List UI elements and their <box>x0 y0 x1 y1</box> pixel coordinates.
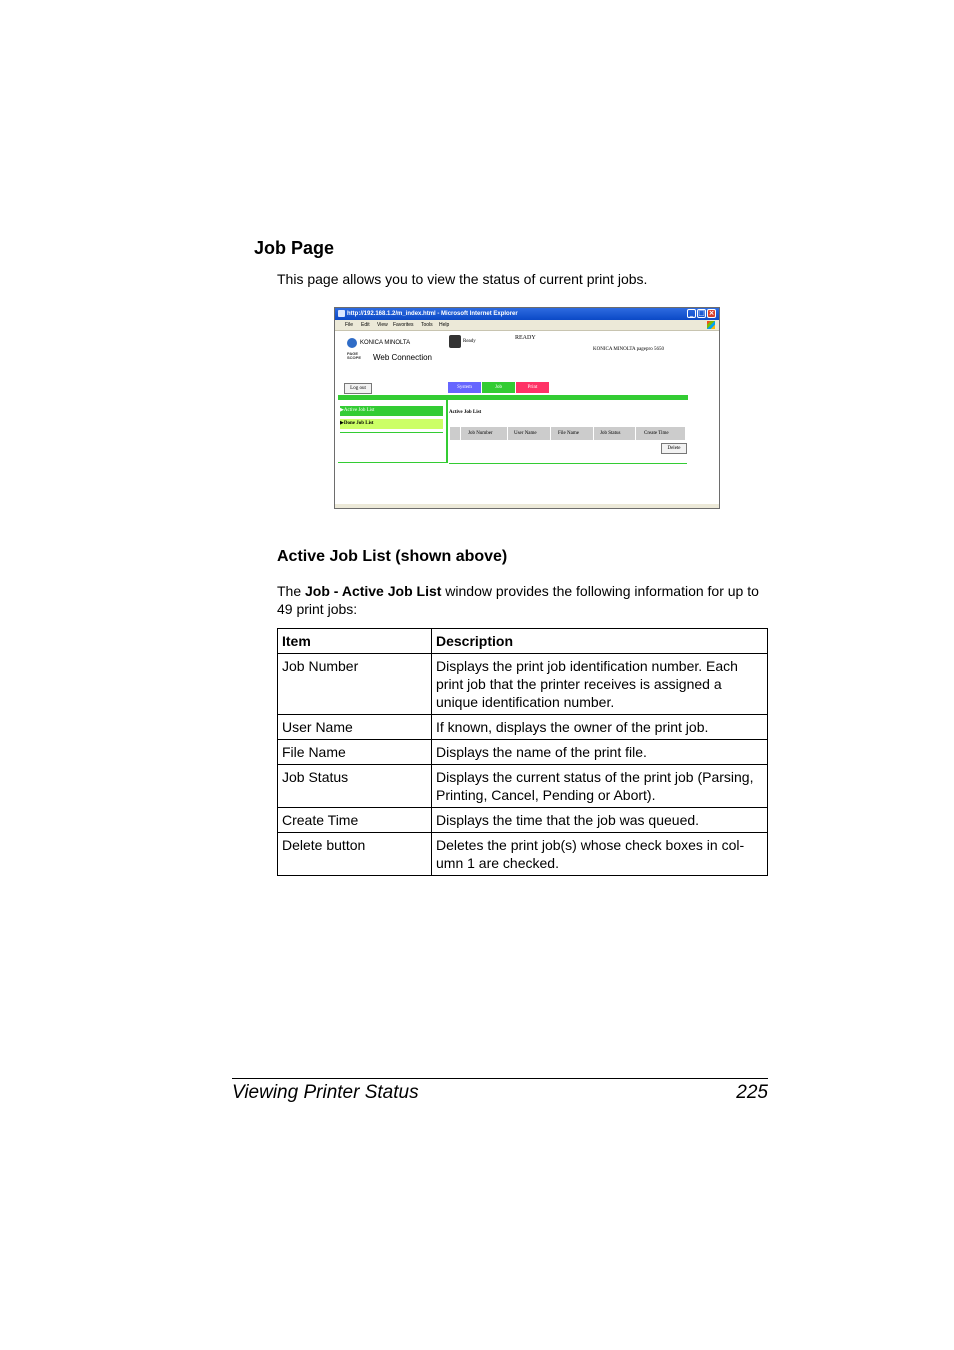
minimize-icon[interactable]: _ <box>687 309 696 318</box>
intro-text: This page allows you to view the status of current print jobs. <box>277 271 648 287</box>
tab-job[interactable]: Job <box>482 382 515 393</box>
job-table-header <box>450 427 685 440</box>
job-page-screenshot <box>334 307 720 509</box>
menu-file[interactable]: File <box>345 322 354 328</box>
description-cell: Displays the current status of the print job (Parsing, Printing, Cancel, Pending or Abort). <box>432 765 768 808</box>
windows-logo-icon <box>707 321 715 329</box>
col-create-time: Create Time <box>644 431 669 436</box>
table-header-row <box>278 629 768 654</box>
printer-model: KONICA MINOLTA pagepro 5650 <box>593 347 664 352</box>
ie-icon <box>338 310 345 317</box>
table-row <box>278 715 768 740</box>
status-bar <box>335 504 719 508</box>
table-row <box>278 833 768 876</box>
close-icon[interactable]: × <box>708 309 715 317</box>
col-job-number: Job Number <box>468 431 493 436</box>
content-divider <box>449 463 687 464</box>
window-titlebar <box>335 308 719 320</box>
description-cell: Displays the name of the print file. <box>432 740 768 765</box>
sidebar-border-bottom <box>338 462 448 463</box>
menu-favorites[interactable]: Favorites <box>393 322 414 328</box>
item-cell: Create Time <box>278 808 432 833</box>
item-cell: Job Status <box>278 765 432 808</box>
menu-bar <box>335 320 719 331</box>
menu-tools[interactable]: Tools <box>421 322 433 328</box>
arrow-right-icon: ▶ <box>340 408 344 413</box>
table-row <box>278 654 768 715</box>
konica-minolta-logo-icon <box>347 338 357 348</box>
item-cell: Job Number <box>278 654 432 715</box>
brand-name: KONICA MINOLTA <box>360 340 411 346</box>
page-number: 225 <box>736 1082 768 1103</box>
description-cell: If known, displays the owner of the print job. <box>432 715 768 740</box>
header-item: Item <box>278 629 432 654</box>
description-cell: Displays the print job identification number. Each print job that the printer receives is assigned a unique identification number. <box>432 654 768 715</box>
sidebar-divider <box>340 432 443 433</box>
description-cell: Displays the time that the job was queued. <box>432 808 768 833</box>
window-title: http://192.168.1.2/m_index.html - Microsoft Internet Explorer <box>347 311 518 317</box>
sidebar-border <box>446 400 448 463</box>
table-row <box>278 765 768 808</box>
status-ready: READY <box>515 335 536 341</box>
menu-edit[interactable]: Edit <box>361 322 370 328</box>
info-table <box>277 628 768 876</box>
description-text <box>277 582 769 618</box>
desc-post: window provides the following information for up to 49 print jobs: <box>277 583 759 617</box>
col-job-status: Job Status <box>600 431 621 436</box>
pagescope-logo: PAGE SCOPE <box>347 351 362 360</box>
sidebar-item-active-job-list[interactable] <box>340 406 443 416</box>
tab-print[interactable]: Print <box>516 382 549 393</box>
col-file-name: File Name <box>558 431 579 436</box>
logout-button[interactable]: Log out <box>344 383 372 394</box>
item-cell: User Name <box>278 715 432 740</box>
maximize-icon[interactable]: □ <box>698 309 705 317</box>
item-cell: Delete button <box>278 833 432 876</box>
desc-bold: Job - Active Job List <box>305 583 442 599</box>
delete-button[interactable]: Delete <box>661 443 687 454</box>
arrow-right-icon: ▶ <box>340 421 344 426</box>
status-ready-small: Ready <box>463 339 476 344</box>
item-cell: File Name <box>278 740 432 765</box>
web-connection-label: Web Connection <box>373 353 432 362</box>
sidebar-item-done-job-list[interactable] <box>340 419 443 429</box>
sidebar-item-label: Done Job List <box>343 421 374 426</box>
description-cell: Deletes the print job(s) whose check boxes in col-umn 1 are checked. <box>432 833 768 876</box>
subsection-title: Active Job List (shown above) <box>277 548 508 565</box>
content-title: Active Job List <box>449 410 482 415</box>
section-title: Job Page <box>254 238 335 258</box>
header-divider <box>338 395 688 400</box>
header-description: Description <box>432 629 768 654</box>
tab-system[interactable]: System <box>448 382 481 393</box>
table-row <box>278 808 768 833</box>
printer-icon <box>449 335 461 348</box>
sidebar-item-label: Active Job List <box>343 408 375 413</box>
menu-view[interactable]: View <box>377 322 388 328</box>
desc-pre: The <box>277 583 306 599</box>
col-user-name: User Name <box>514 431 537 436</box>
menu-help[interactable]: Help <box>439 322 450 328</box>
table-row <box>278 740 768 765</box>
footer-rule <box>232 1078 768 1079</box>
footer-title: Viewing Printer Status <box>232 1082 419 1103</box>
